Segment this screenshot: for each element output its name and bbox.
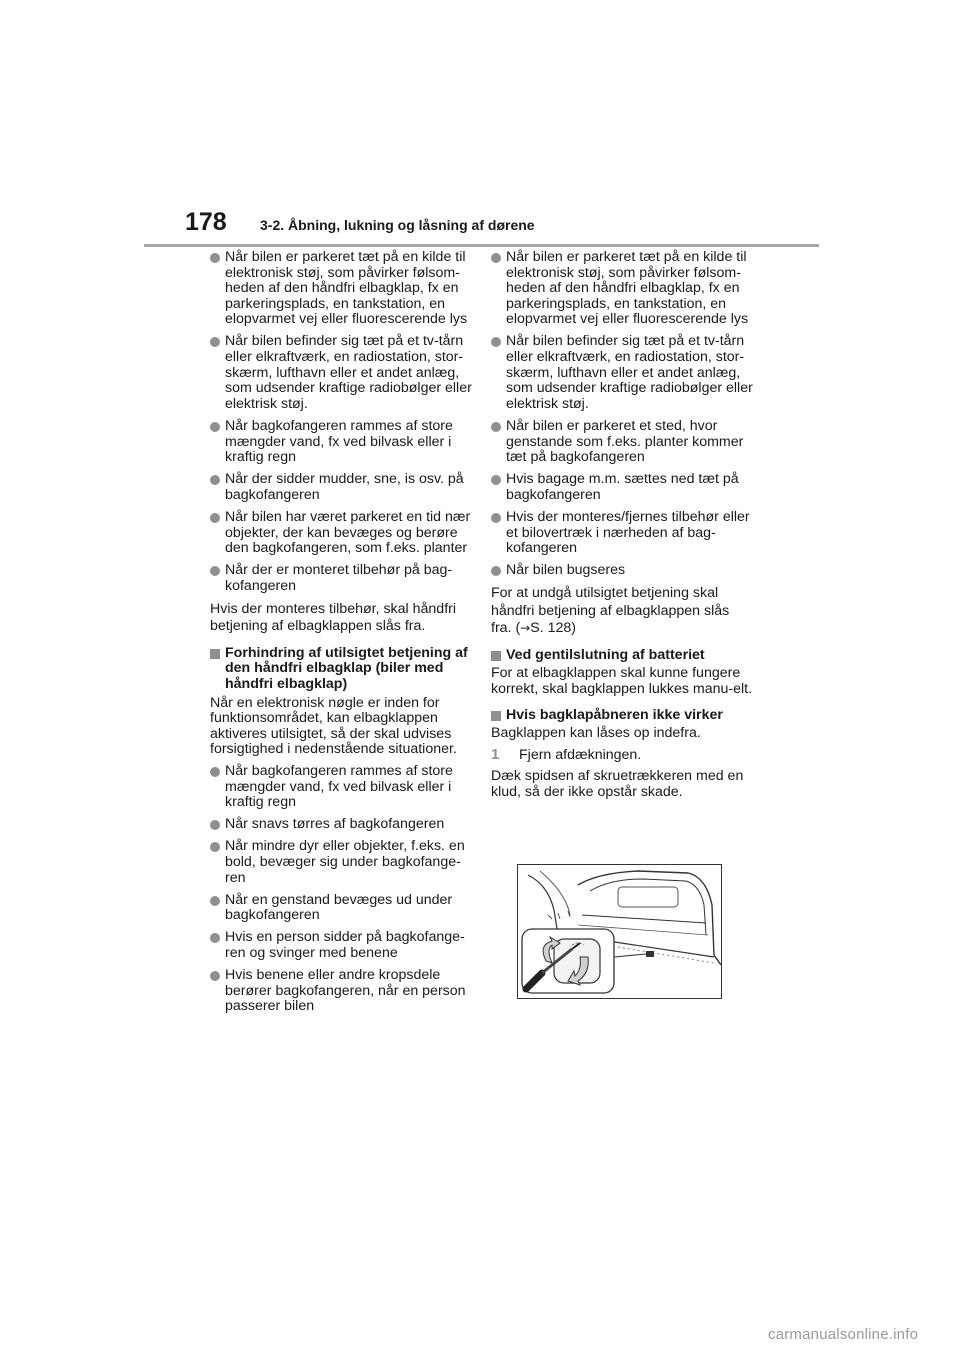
bullet-icon xyxy=(210,971,220,981)
list-item: Når bilen har været parkeret en tid nær objekter, der kan bevæges og berøre den bagkofangeren, som f.eks. planter xyxy=(210,510,472,557)
left-column xyxy=(210,250,472,1021)
accessory-note: Hvis der monteres tilbehør, skal håndfri betjening af elbagklappen slås fra. xyxy=(210,600,457,635)
list-item: Når der er monteret tilbehør på bag-kofangeren xyxy=(210,563,472,594)
bullet-icon xyxy=(491,475,501,485)
list-item: Hvis en person sidder på bagkofange-ren og svinger med benene xyxy=(210,930,472,961)
bullet-icon xyxy=(491,513,501,523)
list-item: Når bilen er parkeret tæt på en kilde til elektronisk støj, som påvirker følsom-heden af den håndfri elbagklap, fx en parkeringsplads, en tankstation, en elopvarmet vej eller fluorescerende lys xyxy=(210,250,472,328)
bullet-icon xyxy=(491,337,501,347)
square-bullet-icon xyxy=(491,651,501,661)
bullet-icon xyxy=(210,820,220,830)
bullet-icon xyxy=(210,475,220,485)
page-reference-link[interactable]: S. 128) xyxy=(530,620,576,637)
bullet-icon xyxy=(210,767,220,777)
step-number: 1 xyxy=(491,745,500,763)
list-item: Når der sidder mudder, sne, is osv. på bagkofangeren xyxy=(210,472,472,503)
section-heading: Ved gentilslutning af batteriet xyxy=(491,648,753,664)
list-item: Når bilen er parkeret et sted, hvor genstande som f.eks. planter kommer tæt på bagkofangeren xyxy=(491,419,753,466)
list-item: Når mindre dyr eller objekter, f.eks. en bold, bevæger sig under bagkofange-ren xyxy=(210,839,472,886)
list-item: Når bagkofangeren rammes af store mængder vand, fx ved bilvask eller i kraftig regn xyxy=(210,764,472,811)
reference-arrow-icon: → xyxy=(520,621,531,636)
intro-paragraph: Når en elektronisk nøgle er inden for funktionsområdet, kan elbagklappen aktiveres utilsigtet, så der skal udvises forsigtighed i nedenstående situationer. xyxy=(210,694,457,758)
bullet-icon xyxy=(210,842,220,852)
bullet-icon xyxy=(210,422,220,432)
section-heading: Forhindring af utilsigtet betjening af den håndfri elbagklap (biler med håndfri elbagklap) xyxy=(210,646,472,693)
list-item: Når bagkofangeren rammes af store mængder vand, fx ved bilvask eller i kraftig regn xyxy=(210,419,472,466)
square-bullet-icon xyxy=(210,649,220,659)
screwdriver-paragraph: Dæk spidsen af skruetrækkeren med en klud, så der ikke opstår skade. xyxy=(491,768,744,800)
battery-paragraph: For at elbagklappen skal kunne fungere korrekt, skal bagklappen lukkes manu-elt. xyxy=(491,665,753,697)
list-item: Når bilen befinder sig tæt på et tv-tårn eller elkraftværk, en radiostation, stor-skærm, lufthavn eller et andet anlæg, som udsender kraftige radiobølger eller elektrisk støj. xyxy=(491,334,753,412)
bullet-icon xyxy=(210,253,220,263)
bullet-icon xyxy=(491,422,501,432)
list-item: Hvis bagage m.m. sættes ned tæt på bagkofangeren xyxy=(491,472,753,503)
square-bullet-icon xyxy=(491,711,501,721)
right-column xyxy=(491,250,753,807)
list-item: Hvis benene eller andre kropsdele berører bagkofangeren, når en person passerer bilen xyxy=(210,968,472,1015)
tailgate-illustration xyxy=(517,864,722,999)
list-item: Når snavs tørres af bagkofangeren xyxy=(210,817,472,833)
bullet-icon xyxy=(491,253,501,263)
bullet-icon xyxy=(210,337,220,347)
watermark: carmanualsonline.info xyxy=(768,1326,919,1343)
section-heading: Hvis bagklapåbneren ikke virker xyxy=(491,708,753,724)
list-item: Når en genstand bevæges ud under bagkofangeren xyxy=(210,893,472,924)
bullet-icon xyxy=(491,566,501,576)
bullet-icon xyxy=(210,513,220,523)
tailgate-drawing xyxy=(518,865,721,998)
bullet-icon xyxy=(210,566,220,576)
bullet-icon xyxy=(210,896,220,906)
header-divider xyxy=(144,244,819,247)
list-item: Hvis der monteres/fjernes tilbehør eller et bilovertræk i nærheden af bag-kofangeren xyxy=(491,510,753,557)
page-number: 178 xyxy=(185,208,227,236)
list-item: Når bilen er parkeret tæt på en kilde til elektronisk støj, som påvirker følsom-heden af den håndfri elbagklap, fx en parkeringsplads, en tankstation, en elopvarmet vej eller fluorescerende lys xyxy=(491,250,753,328)
list-item: Når bilen bugseres xyxy=(491,563,753,579)
step-item: 1 Fjern afdækningen. xyxy=(491,745,642,763)
bullet-icon xyxy=(210,933,220,943)
section-title: 3-2. Åbning, lukning og låsning af dørene xyxy=(260,217,535,233)
disable-note: For at undgå utilsigtet betjening skal håndfri betjening af elbagklappen slås fra. (→S. 128) xyxy=(491,585,730,637)
list-item: Når bilen befinder sig tæt på et tv-tårn eller elkraftværk, en radiostation, stor-skærm, lufthavn eller et andet anlæg, som udsender kraftige radiobølger eller elektrisk støj. xyxy=(210,334,472,412)
unlock-paragraph: Bagklappen kan låses op indefra. xyxy=(491,725,701,742)
